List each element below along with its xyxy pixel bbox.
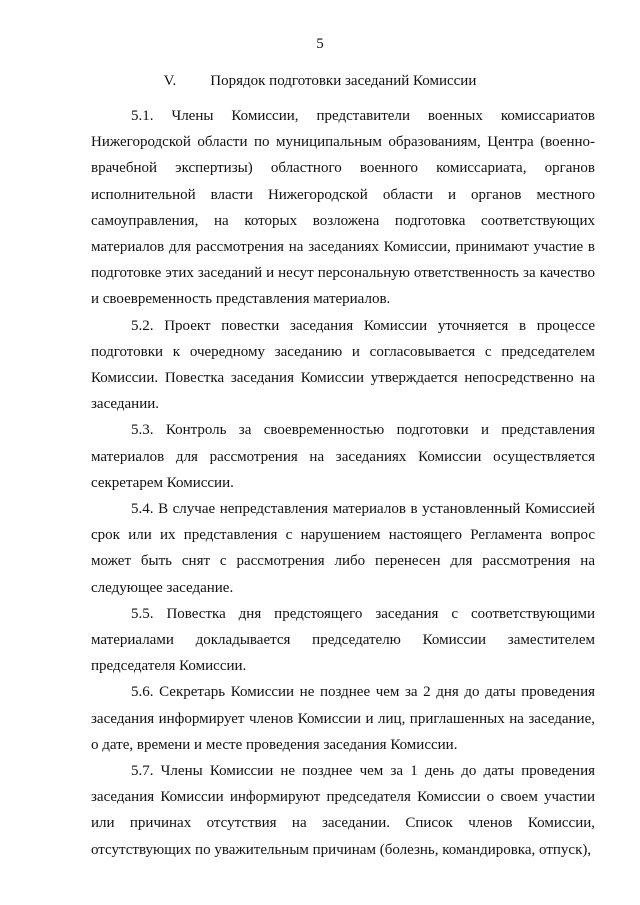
section-number: V. xyxy=(163,73,177,89)
paragraph-5-3: 5.3. Контроль за своевременностью подготовки и представления материалов для рассмотрения на заседаниях Комиссии осуществляется секретарем Комиссии. xyxy=(91,422,595,491)
page-number: 5 xyxy=(316,36,324,52)
paragraph-5-6: 5.6. Секретарь Комиссии не позднее чем за 2 дня до даты проведения заседания информирует членов Комиссии и лиц, приглашенных на заседание, о дате, времени и месте проведения заседания Комиссии. xyxy=(91,684,595,753)
paragraph-5-2: 5.2. Проект повестки заседания Комиссии уточняется в процессе подготовки к очередному заседанию и согласовывается с председателем Комиссии. Повестка заседания Комиссии утверждается непосредственно на заседании. xyxy=(91,317,595,413)
body-text xyxy=(91,103,595,863)
section-title: Порядок подготовки заседаний Комиссии xyxy=(210,73,477,89)
paragraph-5-7: 5.7. Члены Комиссии не позднее чем за 1 день до даты проведения заседания Комиссии информируют председателя Комиссии о своем участии или причинах отсутствия на заседании. Список членов Комиссии, отсутствующих по уважительным причинам (болезнь, командировка, отпуск), xyxy=(91,763,595,858)
paragraph-5-4: 5.4. В случае непредставления материалов в установленный Комиссией срок или их представления с нарушением настоящего Регламента вопрос может быть снят с рассмотрения либо перенесен для рассмотрения на следующее заседание. xyxy=(91,501,595,596)
section-heading xyxy=(0,73,640,90)
paragraph-5-5: 5.5. Повестка дня предстоящего заседания с соответствующими материалами докладывается председателю Комиссии заместителем председателя Комиссии. xyxy=(91,605,595,675)
paragraph-5-1: 5.1. Члены Комиссии, представители военных комиссариатов Нижегородской области по муниципальным образованиям, Центра (военно-врачебной экспертизы) областного военного комиссариата, органов исполнительной власти Нижегородской области и органов местного самоуправления, на которых возложена подготовка соответствующих материалов для рассмотрения на заседаниях Комиссии, принимают участие в подготовке этих заседаний и несут персональную ответственность за качество и своевременность представления материалов. xyxy=(91,108,595,308)
